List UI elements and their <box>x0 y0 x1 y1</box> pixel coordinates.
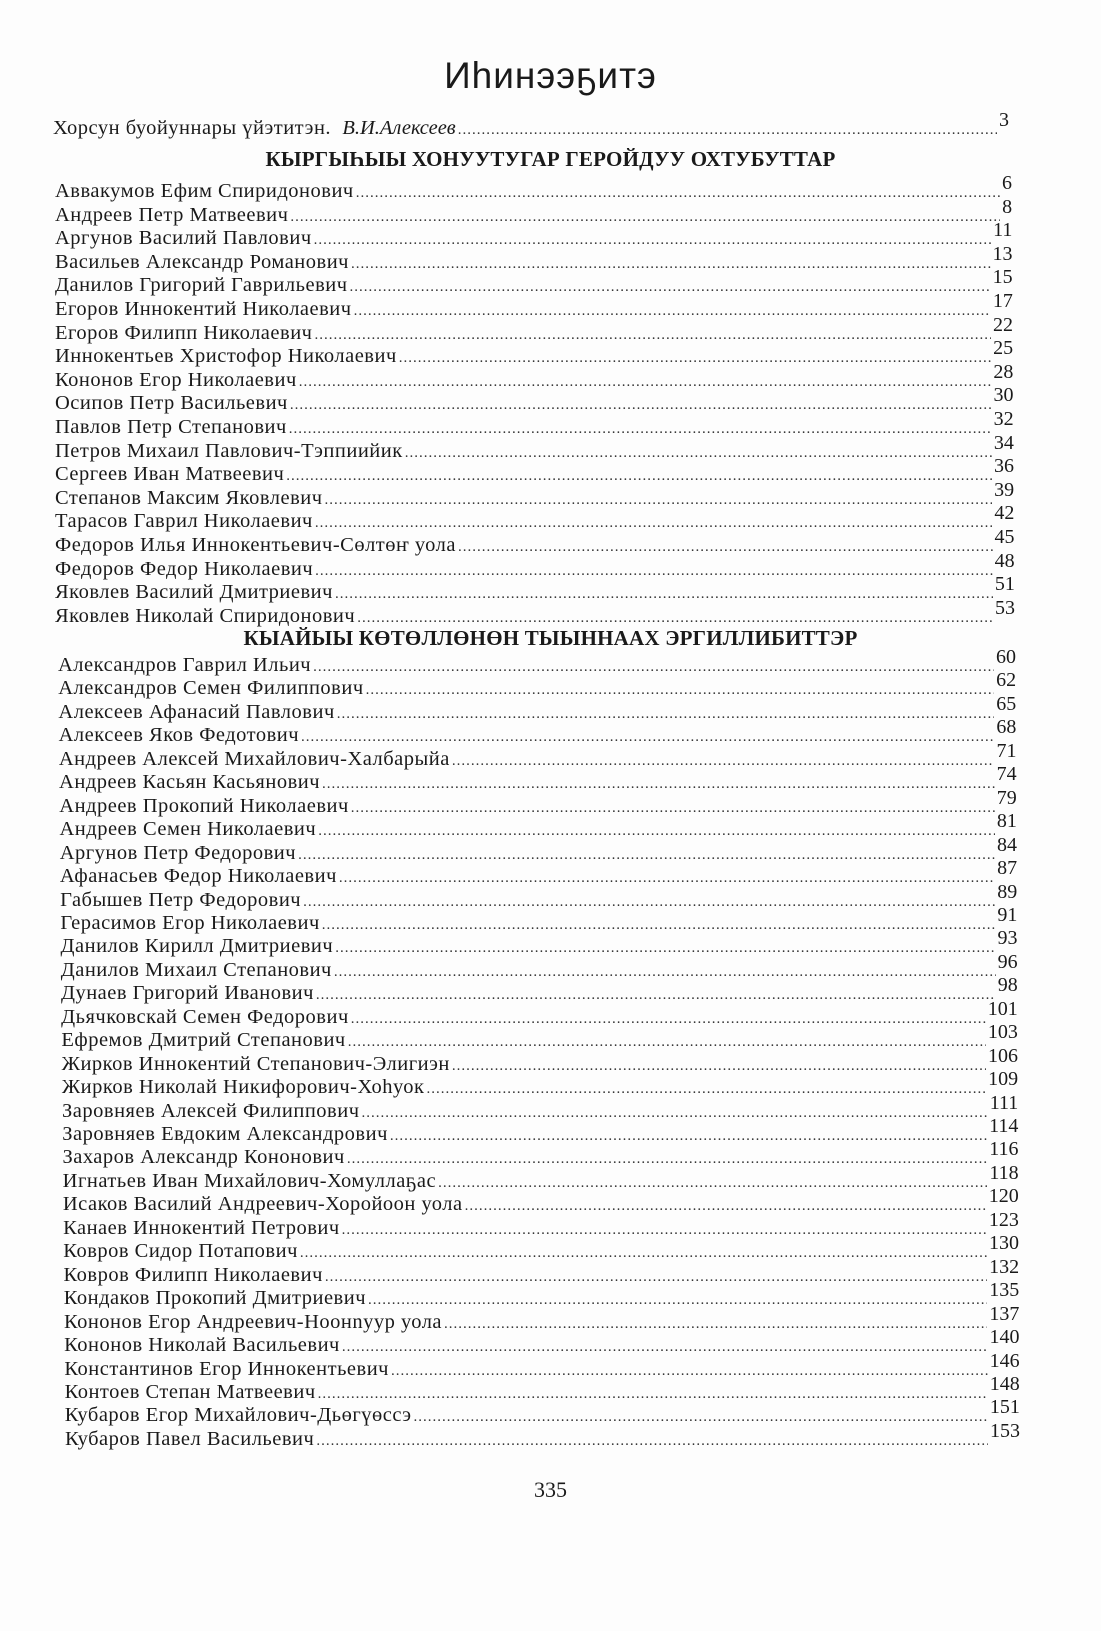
toc-entry <box>65 1419 1020 1451</box>
entry-page-number: 148 <box>989 1372 1020 1395</box>
entry-page-number: 34 <box>993 431 1014 454</box>
entry-page-number: 22 <box>993 313 1013 336</box>
dot-leader <box>399 346 991 370</box>
entry-page-number: 101 <box>987 997 1018 1020</box>
toc-entry <box>58 646 1016 677</box>
toc-entry <box>60 880 1018 912</box>
entry-name: Кононов Егор Андреевич-Ноонnуур уола <box>63 1310 443 1333</box>
toc-entry <box>55 290 1013 321</box>
entry-name: Дунаев Григорий Иванович <box>60 982 314 1005</box>
dot-leader <box>391 1359 988 1383</box>
entry-page-number: 62 <box>996 669 1017 692</box>
dot-leader <box>298 843 995 867</box>
entry-page-number: 68 <box>996 716 1017 739</box>
dot-leader <box>351 796 995 820</box>
entry-page-number: 130 <box>989 1232 1020 1255</box>
toc-entry <box>64 1372 1020 1404</box>
entry-page-number: 51 <box>994 573 1015 596</box>
entry-name: Данилов Кирилл Дмитриевич <box>60 935 334 958</box>
entry-page-number: 109 <box>988 1068 1019 1091</box>
entry-page-number: 36 <box>994 455 1014 478</box>
toc-entry <box>63 1232 1020 1263</box>
entry-page-number: 114 <box>989 1115 1019 1137</box>
entry-name: Герасимов Егор Николаевич <box>60 911 320 934</box>
entry-page-number: 93 <box>997 927 1018 950</box>
entry-page-number: 45 <box>994 526 1015 548</box>
section-heading-1: КЫРГЫҺЫЫ ХОНУУТУГАР ГЕРОЙДУУ ОХТУБУТТАР <box>265 147 836 171</box>
entry-name: Андреев Касьян Касьянович <box>59 771 321 794</box>
toc-entry <box>61 1044 1019 1076</box>
entry-page-number: 60 <box>996 646 1016 668</box>
entry-name: Ковров Филипп Николаевич <box>63 1263 323 1286</box>
entry-name: Жирков Николай Никифорович-Хоһуок <box>61 1076 425 1099</box>
toc-entry <box>55 526 1015 557</box>
entry-page-number: 87 <box>997 857 1018 880</box>
toc-entry <box>63 1279 1020 1310</box>
toc-entry <box>55 266 1013 297</box>
entry-page-number: 28 <box>993 360 1014 383</box>
entry-name: Ефремов Дмитрий Степанович <box>61 1029 346 1052</box>
entry-page-number: 17 <box>992 290 1013 312</box>
dot-leader <box>414 1405 988 1429</box>
dot-leader <box>316 983 996 1007</box>
toc-entry <box>63 1255 1020 1287</box>
dot-leader <box>452 749 995 773</box>
entry-name: Яковлев Василий Дмитриевич <box>55 581 333 604</box>
toc-entry <box>58 692 1017 724</box>
preface-author: В.И.Алексеев <box>342 117 456 139</box>
dot-leader <box>316 1429 988 1453</box>
toc-entry <box>60 903 1018 935</box>
toc-entry <box>55 360 1014 392</box>
toc-entry <box>61 997 1018 1029</box>
dot-leader <box>289 417 992 441</box>
toc-entry <box>64 1326 1020 1357</box>
entry-page-number: 65 <box>996 692 1017 715</box>
entry-name: Андреев Алексей Михайлович-Халбарыйа <box>58 747 450 770</box>
dot-leader <box>313 655 994 679</box>
dot-leader <box>426 1077 986 1101</box>
dot-leader <box>347 1147 987 1171</box>
dot-leader <box>405 441 992 465</box>
entry-name: Алексеев Афанасий Павлович <box>58 700 335 723</box>
entry-page-number: 79 <box>996 786 1017 809</box>
entry-name: Кондаков Прокопий Дмитриевич <box>63 1287 367 1310</box>
dot-leader <box>366 678 994 702</box>
entry-page-number: 103 <box>987 1021 1018 1044</box>
toc-entry <box>59 786 1017 818</box>
entry-name: Афанасьев Федор Николаевич <box>59 865 337 888</box>
entry-name: Захаров Александр Кононович <box>62 1146 345 1169</box>
dot-leader <box>438 1171 987 1195</box>
dot-leader <box>350 275 991 299</box>
entry-name: Канаев Иннокентий Петрович <box>63 1216 340 1239</box>
entry-name: Заровняев Евдоким Александрович <box>62 1123 388 1145</box>
toc-entry <box>64 1349 1020 1381</box>
entry-name: Александров Гаврил Ильич <box>58 654 312 676</box>
entry-page-number: 81 <box>996 810 1017 833</box>
dot-leader <box>315 559 993 583</box>
toc-entry <box>59 857 1018 888</box>
toc-entry <box>58 716 1017 747</box>
entry-name: Данилов Михаил Степанович <box>60 958 332 981</box>
preface-title: Хорсун буойуннары үйэтитэн. <box>53 117 332 139</box>
toc-entry <box>55 502 1015 533</box>
entry-name: Жирков Иннокентий Степанович-Элигиэн <box>61 1052 450 1075</box>
dot-leader <box>465 1194 987 1218</box>
entry-name: Александров Семен Филиппович <box>58 677 364 700</box>
entry-name: Аргунов Василий Павлович <box>55 227 312 250</box>
entry-name: Габышев Петр Федорович <box>60 888 302 911</box>
entry-name: Яковлев Николай Спиридонович <box>55 604 356 627</box>
entry-name: Андреев Петр Матвеевич <box>55 203 289 226</box>
entry-page-number: 11 <box>993 219 1013 242</box>
dot-leader <box>314 228 991 252</box>
entry-name: Дьячковскай Семен Федорович <box>61 1005 349 1028</box>
dot-leader <box>337 702 994 726</box>
toc-entry <box>61 1021 1018 1052</box>
entry-page-number: 30 <box>993 384 1014 407</box>
entry-name: Андреев Прокопий Николаевич <box>59 794 349 817</box>
entry-name: Игнатьев Иван Михайлович-Хомуллаҕас <box>62 1169 437 1192</box>
entry-page-number: 53 <box>995 596 1015 619</box>
page-number: 335 <box>534 1477 567 1502</box>
toc-entry <box>62 1115 1019 1146</box>
entry-name: Федоров Илья Иннокентьевич-Сөлтөҥ уола <box>55 534 456 556</box>
entry-page-number: 118 <box>989 1161 1019 1184</box>
toc-entry <box>63 1208 1019 1240</box>
entry-name: Тарасов Гаврил Николаевич <box>55 510 313 533</box>
toc-entry <box>62 1138 1019 1169</box>
section-heading-2: КЫАЙЫЫ КӨТӨЛЛӨНӨН ТЫЫННААХ ЭРГИЛЛИБИТТЭР <box>243 626 858 650</box>
entry-page-number: 120 <box>988 1185 1019 1208</box>
entry-name: Федоров Федор Николаевич <box>55 557 314 580</box>
toc-entry <box>58 739 1017 771</box>
dot-leader <box>342 1335 988 1359</box>
toc-entry <box>55 455 1014 486</box>
entry-page-number: 91 <box>997 903 1018 926</box>
entry-page-number: 146 <box>989 1349 1020 1372</box>
entry-name: Аргунов Петр Федорович <box>59 841 297 864</box>
entry-page-number: 153 <box>990 1419 1020 1442</box>
toc-entry <box>63 1302 1020 1334</box>
dot-leader <box>334 960 996 984</box>
entry-name: Кубаров Павел Васильевич <box>65 1427 315 1450</box>
entry-name: Егоров Филипп Николаевич <box>55 321 313 344</box>
dot-leader <box>315 511 992 535</box>
entry-page-number: 137 <box>989 1302 1020 1325</box>
toc-entry <box>55 195 1013 227</box>
dot-leader <box>299 370 992 394</box>
entry-name: Сергеев Иван Матвеевич <box>55 463 285 486</box>
toc-entry <box>55 242 1013 274</box>
entry-page-number: 106 <box>988 1044 1019 1067</box>
entry-name: Осипов Петр Васильевич <box>55 392 288 415</box>
toc-entry <box>64 1396 1020 1427</box>
dot-leader <box>354 299 991 323</box>
entry-name: Аввакумов Ефим Спиридонович <box>55 180 354 202</box>
dot-leader <box>300 1241 987 1265</box>
dot-leader <box>301 725 994 749</box>
entry-page-number: 123 <box>988 1208 1019 1231</box>
toc-entry <box>55 313 1013 345</box>
entry-page-number: 6 <box>1002 172 1012 194</box>
entry-name: Контоев Степан Матвеевич <box>64 1380 316 1403</box>
entry-name: Иннокентьев Христофор Николаевич <box>55 345 397 368</box>
entry-name <box>53 116 456 140</box>
entry-name: Заровняев Алексей Филиппович <box>62 1099 360 1122</box>
toc-entry <box>61 1068 1019 1099</box>
entry-name: Кононов Егор Николаевич <box>55 368 297 391</box>
entry-page-number: 15 <box>992 266 1013 289</box>
entry-page-number: 25 <box>993 337 1014 360</box>
dot-leader <box>290 205 1000 229</box>
toc-entry <box>62 1091 1019 1123</box>
dot-leader <box>362 1101 988 1125</box>
dot-leader <box>444 1312 987 1336</box>
entry-page-number: 39 <box>994 478 1015 501</box>
entry-name: Павлов Петр Степанович <box>55 416 287 438</box>
dot-leader <box>303 890 995 914</box>
entry-name: Ковров Сидор Потапович <box>63 1240 298 1263</box>
dot-leader <box>390 1124 987 1148</box>
entry-page-number: 132 <box>989 1255 1020 1278</box>
entry-page-number: 84 <box>996 833 1017 856</box>
entry-page-number: 8 <box>1002 195 1013 218</box>
entry-name: Андреев Семен Николаевич <box>59 818 317 841</box>
entry-name: Степанов Максим Яковлевич <box>55 486 323 509</box>
entry-page-number: 71 <box>996 739 1017 762</box>
dot-leader <box>325 1265 987 1289</box>
entry-name: Константинов Егор Иннокентьевич <box>64 1357 389 1380</box>
dot-leader <box>318 819 995 843</box>
dot-leader <box>290 393 992 417</box>
toc-entry <box>55 219 1013 250</box>
dot-leader <box>342 1218 987 1242</box>
page-title: Иһинээҕитэ <box>444 55 657 96</box>
entry-page-number: 111 <box>989 1091 1019 1114</box>
entry-page-number: 151 <box>989 1396 1020 1419</box>
toc-entry <box>59 833 1017 865</box>
entry-page-number: 74 <box>996 763 1017 786</box>
dot-leader <box>286 464 992 488</box>
toc-entry <box>55 337 1014 368</box>
toc-entry <box>55 408 1014 439</box>
entry-name: Исаков Василий Андреевич-Хоройоон уола <box>62 1193 463 1216</box>
toc-entry <box>59 810 1017 841</box>
entry-page-number: 98 <box>997 974 1018 997</box>
entry-name: Кононов Николай Васильевич <box>64 1334 340 1357</box>
entry-page-number: 42 <box>994 502 1015 525</box>
toc-entry <box>60 950 1018 982</box>
entry-name: Данилов Григорий Гаврильевич <box>55 274 348 297</box>
entry-name: Алексеев Яков Федотович <box>58 724 300 747</box>
dot-leader <box>322 913 996 937</box>
dot-leader <box>368 1288 987 1312</box>
entry-name: Васильев Александр Романович <box>55 250 349 273</box>
entry-page-number: 13 <box>992 242 1013 265</box>
dot-leader <box>325 488 993 512</box>
dot-leader <box>351 252 991 276</box>
dot-leader <box>314 323 991 347</box>
toc-entry <box>59 763 1017 794</box>
entry-page-number: 116 <box>989 1138 1019 1161</box>
dot-leader <box>318 1382 988 1406</box>
toc-entry <box>55 172 1012 203</box>
toc-entry <box>55 549 1015 581</box>
toc-entry <box>60 927 1018 958</box>
toc-entry <box>55 431 1014 463</box>
entry-page-number: 96 <box>997 950 1018 973</box>
entry-name: Егоров Иннокентий Николаевич <box>55 298 352 320</box>
entry-page-number: 3 <box>999 109 1009 131</box>
dot-leader <box>335 582 993 606</box>
toc-entry <box>60 974 1018 1005</box>
toc-entry <box>58 669 1017 700</box>
entry-page-number: 48 <box>994 549 1015 572</box>
toc-entry <box>62 1185 1019 1216</box>
dot-leader <box>351 1007 986 1031</box>
entry-page-number: 140 <box>989 1326 1020 1349</box>
dot-leader <box>458 118 997 142</box>
dot-leader <box>348 1030 986 1054</box>
toc-entry <box>55 384 1014 415</box>
dot-leader <box>458 535 993 559</box>
dot-leader <box>356 181 1000 205</box>
toc-entry <box>55 478 1015 510</box>
dot-leader <box>322 772 995 796</box>
entry-page-number: 89 <box>997 880 1018 903</box>
dot-leader <box>339 866 995 890</box>
entry-name: Петров Михаил Павлович-Тэппиийик <box>55 439 403 462</box>
entry-name: Кубаров Егор Михайлович-Дьөгүөссэ <box>64 1404 412 1427</box>
dot-leader <box>452 1054 986 1078</box>
toc-entry <box>55 573 1015 604</box>
entry-page-number: 135 <box>989 1279 1020 1302</box>
entry-page-number: 32 <box>993 408 1014 430</box>
preface-entry <box>53 109 1009 140</box>
toc-entry <box>62 1161 1019 1193</box>
dot-leader <box>335 936 995 960</box>
